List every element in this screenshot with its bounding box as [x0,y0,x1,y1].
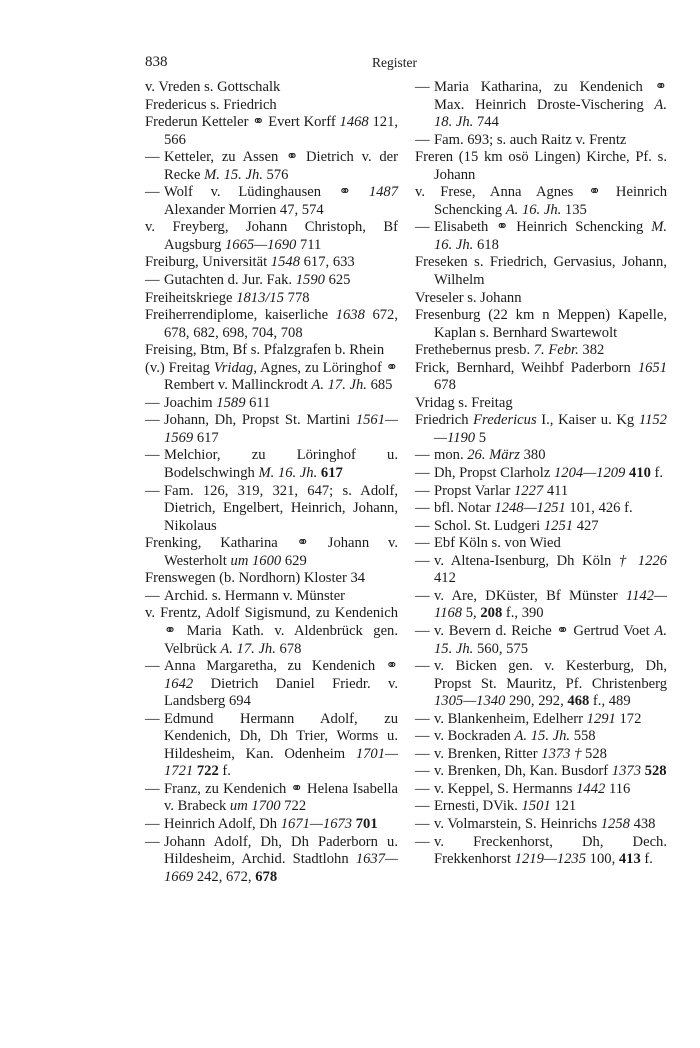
index-subentry [145,816,398,834]
index-entry [145,535,398,570]
entry-text: 427 [573,517,599,534]
entry-date-italic: 1665—1690 [224,236,297,253]
entry-text: f. [650,465,664,482]
index-subentry [415,728,667,746]
entry-text: 611 [245,394,271,411]
entry-date-italic: 1442 [576,780,606,797]
index-subentry [415,518,667,536]
entry-text: Maria Katharina, zu Kendenich ⚭ Max. Heinrich Droste-Vischering [434,79,667,113]
entry-date-italic: 1373 † [541,745,582,762]
entry-text: Frenswegen (b. Nordhorn) Kloster 34 [145,570,366,587]
entry-page-bold: 678 [255,868,278,885]
index-entry [145,97,398,115]
index-subentry [415,763,667,781]
index-subentry [415,781,667,799]
entry-text: Franz, zu Kendenich ⚭ Helena Isabella v. Brabeck [164,780,398,815]
entry-text: 528 [581,745,607,762]
index-subentry [415,483,667,501]
index-subentry [145,184,398,219]
index-subentry [145,447,398,482]
index-entry [145,219,398,254]
index-entry [145,570,398,588]
entry-date-italic: Fredericus [473,412,537,429]
index-entry [145,307,398,342]
entry-date-italic: 1589 [216,394,246,411]
index-subentry [415,816,667,834]
subentry-dash: — [145,780,160,797]
index-column-right [415,79,667,869]
entry-text: v. Bicken gen. v. Kesterburg, Dh, Propst St. Mauritz, Pf. Christenberg [434,658,667,692]
index-subentry [145,588,398,606]
entry-page-bold: 528 [644,763,667,780]
entry-text: v. Altena-Isenburg, Dh Köln [434,552,619,569]
index-subentry [415,746,667,764]
index-subentry [415,711,667,729]
entry-text: v. Brenken, Ritter [434,745,542,762]
entry-text: Freren (15 km osö Lingen) Kirche, Pf. s. Johann [415,149,667,183]
entry-date-italic: 1152—1190 [434,412,667,446]
index-subentry [415,500,667,518]
entry-text: I., Kaiser u. Kg [536,412,639,429]
index-subentry [415,219,667,254]
entry-text: Freiheitskriege [145,289,237,306]
subentry-dash: — [415,447,430,464]
entry-text: Gutachten d. Jur. Fak. [164,272,296,289]
entry-text: Wolf v. Lüdinghausen ⚭ [164,184,369,201]
index-entry [145,290,398,308]
entry-text: Freising, Btm, Bf s. Pfalzgrafen b. Rhein [145,342,385,359]
entry-text: 242, 672, [193,868,256,885]
entry-text: Freiburg, Universität [145,254,271,271]
entry-text: 438 [629,815,656,832]
index-entry [145,254,398,272]
entry-date-italic: 7. Febr. [533,342,579,359]
subentry-dash: — [415,535,430,552]
entry-text: v. Brenken, Dh, Kan. Busdorf [434,763,612,780]
entry-text: 380 [519,447,546,464]
entry-text: Melchior, zu Löringhof u. Bodelschwingh [164,447,398,482]
index-entry [415,290,667,308]
entry-text: 135 [561,201,587,218]
entry-text: Frenking, Katharina ⚭ Johann v. Westerholt [145,535,398,569]
entry-text: 625 [324,272,351,289]
index-entry [145,114,398,149]
entry-text: 629 [281,552,307,569]
subentry-dash: — [415,658,430,675]
subentry-dash: — [415,552,430,569]
entry-date-italic: Vridag [213,359,254,376]
subentry-dash: — [145,482,160,499]
subentry-dash: — [145,587,160,604]
entry-text: v. Freckenhorst, Dh, Dech. Frekkenhorst [434,833,667,868]
entry-date-italic: 1227 [514,482,544,499]
subentry-dash: — [145,394,160,411]
entry-date-italic: M. 16. Jh. [258,465,318,482]
entry-date-italic: 1813/15 [236,289,285,306]
entry-text: v. Volmarstein, S. Heinrichs [434,815,601,832]
entry-text: Vridag s. Freitag [415,394,513,411]
entry-text: 100, [586,851,619,868]
entry-text: f. [218,763,231,780]
entry-date-italic: M. 16. Jh. [434,219,667,253]
index-entry [415,184,667,219]
index-subentry [145,483,398,536]
entry-page-bold: 410 [629,465,651,482]
subentry-dash: — [145,184,160,201]
entry-date-italic: 1642 [164,675,194,692]
index-subentry [145,834,398,887]
entry-text: Frick, Bernhard, Weihbf Paderborn [415,359,638,376]
entry-text: Joachim [164,394,217,411]
entry-text: Dietrich Daniel Friedr. v. Landsberg 694 [164,675,398,710]
subentry-dash: — [145,815,160,832]
index-subentry [415,553,667,588]
subentry-dash: — [415,587,430,604]
entry-text: , Agnes, zu Löringhof ⚭ Rembert v. Mallinckrodt [164,359,398,394]
entry-text: 778 [284,289,310,306]
entry-date-italic: † 1226 [618,552,667,569]
entry-text: Freseken s. Friedrich, Gervasius, Johann, Wilhelm [415,254,667,289]
entry-page-bold: 468 [567,693,590,710]
entry-text: Frethebernus presb. [415,342,534,359]
index-column-left [145,79,398,886]
subentry-dash: — [415,482,430,499]
entry-text: Ernesti, DVik. [434,798,522,815]
entry-date-italic: 1637—1669 [164,851,398,885]
entry-date-italic: 1251 [543,517,574,534]
entry-date-italic: 1651 [637,359,667,376]
entry-text: Heinrich Adolf, Dh [164,815,281,832]
entry-text: 560, 575 [473,640,529,657]
entry-date-italic: 1590 [295,272,325,289]
entry-date-italic: 1142—1168 [434,587,667,622]
entry-text: Frederun Ketteler ⚭ Evert Korff [145,114,340,131]
entry-text: 5 [475,429,487,446]
subentry-dash: — [145,710,160,727]
entry-text: 618 [473,236,499,253]
entry-text: 411 [543,482,569,499]
entry-page-bold: 208 [480,605,503,622]
entry-text: v. Blankenheim, Edelherr [434,710,587,727]
entry-text: Fam. 126, 319, 321, 647; s. Adolf, Dietrich, Engelbert, Heinrich, Johann, Nikolaus [164,482,398,534]
entry-text: 678 [275,640,302,657]
entry-text: 121, 566 [164,114,399,148]
subentry-dash: — [415,780,430,797]
entry-date-italic: 1291 [586,710,616,727]
entry-date-italic: A. 17. Jh. [220,640,276,657]
index-subentry [145,272,398,290]
index-subentry [415,588,667,623]
entry-text: f., 489 [589,693,631,710]
index-entry [415,307,667,342]
entry-date-italic: 1548 [270,254,300,271]
entry-text: Dh, Propst Clarholz [434,465,554,482]
entry-date-italic: A. 15. Jh. [434,622,667,657]
entry-text: v. Frese, Anna Agnes ⚭ Heinrich Schencking [415,184,667,218]
index-subentry [145,781,398,816]
entry-text: Freiherrendiplome, kaiserliche [145,307,336,324]
subentry-dash: — [145,658,160,675]
entry-date-italic: 26. März [467,447,520,464]
entry-text: Archid. s. Hermann v. Münster [164,587,346,604]
entry-text: v. Freyberg, Johann Christoph, Bf Augsburg [145,219,398,253]
index-subentry [415,834,667,869]
entry-page-bold: 413 [618,851,641,868]
entry-text: v. Bevern d. Reiche ⚭ Gertrud Voet [434,622,655,639]
entry-text: v. Are, DKüster, Bf Münster [434,587,626,604]
entry-text: Vreseler s. Johann [415,289,522,306]
index-entry [415,395,667,413]
subentry-dash: — [415,79,430,95]
index-entry [415,360,667,395]
entry-page-bold: 617 [320,465,343,482]
entry-date-italic: A. 15. Jh. [514,728,571,745]
entry-text: 711 [296,236,322,253]
subentry-dash: — [415,500,430,517]
index-subentry [415,658,667,711]
entry-page-bold: 722 [196,763,219,780]
page-number: 838 [145,54,168,70]
entry-date-italic: 1258 [600,815,630,832]
entry-text: Elisabeth ⚭ Heinrich Schencking [434,219,652,236]
entry-text: 5, [462,605,481,622]
index-subentry [415,132,667,150]
entry-date-italic: 1501 [521,798,551,815]
index-entry [145,79,398,97]
index-entry [415,149,667,184]
entry-date-italic: 1305—1340 [434,693,506,710]
entry-text: Johann, Dh, Propst St. Martini [164,412,356,429]
entry-text: v. Bockraden [434,728,515,745]
entry-text: 744 [473,114,499,131]
index-entry [415,342,667,360]
entry-date-italic: 1248—1251 [494,500,566,517]
index-subentry [415,535,667,553]
index-subentry [145,412,398,447]
entry-text: Ebf Köln s. von Wied [434,535,561,552]
entry-date-italic: 1219—1235 [514,851,587,868]
entry-text: f. [640,851,653,868]
subentry-dash: — [415,745,430,762]
index-subentry [415,447,667,465]
subentry-dash: — [415,622,430,639]
entry-date-italic: 1487 [368,184,398,201]
index-subentry [415,798,667,816]
subentry-dash: — [415,517,430,534]
index-subentry [145,395,398,413]
index-entry [415,254,667,289]
entry-text: Fresenburg (22 km n Meppen) Kapelle, Kaplan s. Bernhard Swartewolt [415,307,667,341]
entry-date-italic: M. 15. Jh. [204,166,263,183]
subentry-dash: — [415,833,430,850]
entry-text: Fam. 693; s. auch Raitz v. Frentz [434,131,627,148]
subentry-dash: — [145,447,160,464]
subentry-dash: — [145,272,160,289]
entry-text: 617 [193,429,219,446]
subentry-dash: — [145,833,160,850]
entry-text: mon. [434,447,468,464]
subentry-dash: — [415,219,430,236]
subentry-dash: — [415,815,430,832]
index-entry [145,360,398,395]
index-subentry [145,149,398,184]
running-head: Register [372,55,417,70]
entry-text: 685 [366,377,393,394]
entry-date-italic: A. 16. Jh. [505,201,562,218]
entry-text: v. Keppel, S. Hermanns [434,780,577,797]
entry-text: 101, 426 f. [565,500,633,517]
subentry-dash: — [415,763,430,780]
entry-text: 290, 292, [505,693,568,710]
subentry-dash: — [415,728,430,745]
entry-text: 672, 678, 682, 698, 704, 708 [164,307,398,341]
entry-date-italic: A. 17. Jh. [311,377,367,394]
entry-text: (v.) Freitag [145,359,214,376]
entry-text: bfl. Notar [434,500,495,517]
entry-date-italic: 1561—1569 [164,412,398,446]
index-subentry [145,711,398,781]
entry-text: Anna Margaretha, zu Kendenich ⚭ [164,658,398,675]
entry-text: 722 [280,798,307,815]
entry-text: Propst Varlar [434,482,514,499]
subentry-dash: — [415,465,430,482]
entry-date-italic: 1638 [335,307,365,324]
entry-text: 576 [262,166,289,183]
entry-text: 617, 633 [299,254,355,271]
index-entry [415,412,667,447]
subentry-dash: — [415,131,430,148]
entry-date-italic: 1468 [339,114,369,131]
entry-text: Alexander Morrien 47, 574 [164,201,324,218]
entry-text: v. Vreden s. Gottschalk [145,79,281,95]
index-subentry [145,658,398,711]
entry-date-italic: 1373 [611,763,641,780]
entry-text: 678 [434,377,456,394]
entry-date-italic: 1671—1673 [280,815,353,832]
entry-text: 558 [570,728,596,745]
entry-text: Edmund Hermann Adolf, zu Kendenich, Dh, Dh Trier, Worms u. Hildesheim, Kan. Odenheim [164,710,398,762]
index-entry [145,342,398,360]
entry-date-italic: um 1700 [229,798,281,815]
entry-text: f., 390 [502,605,544,622]
entry-text: 172 [615,710,642,727]
entry-text: Johann Adolf, Dh, Dh Paderborn u. Hildesheim, Archid. Stadtlohn [164,833,398,868]
entry-text: Friedrich [415,412,474,429]
subentry-dash: — [415,710,430,727]
entry-text: v. Frentz, Adolf Sigismund, zu Kendenich ⚭ Maria Kath. v. Aldenbrück gen. Velbrück [145,605,398,657]
entry-date-italic: um 1600 [230,552,282,569]
entry-date-italic: 1204—1209 [554,465,626,482]
subentry-dash: — [145,149,160,166]
entry-text: Ketteler, zu Assen ⚭ Dietrich v. der Recke [164,149,398,183]
index-subentry [415,465,667,483]
entry-page-bold: 701 [355,815,378,832]
index-entry [145,605,398,658]
entry-text: 412 [434,570,456,587]
entry-date-italic: A. 18. Jh. [434,96,667,131]
entry-text: 116 [605,780,631,797]
entry-date-italic: 1701—1721 [164,745,398,780]
subentry-dash: — [415,798,430,815]
entry-text: 121 [550,798,577,815]
index-subentry [415,623,667,658]
entry-text: Schol. St. Ludgeri [434,517,544,534]
index-subentry [415,79,667,132]
entry-text: Fredericus s. Friedrich [145,96,277,113]
entry-text: 382 [578,342,605,359]
subentry-dash: — [145,412,160,429]
